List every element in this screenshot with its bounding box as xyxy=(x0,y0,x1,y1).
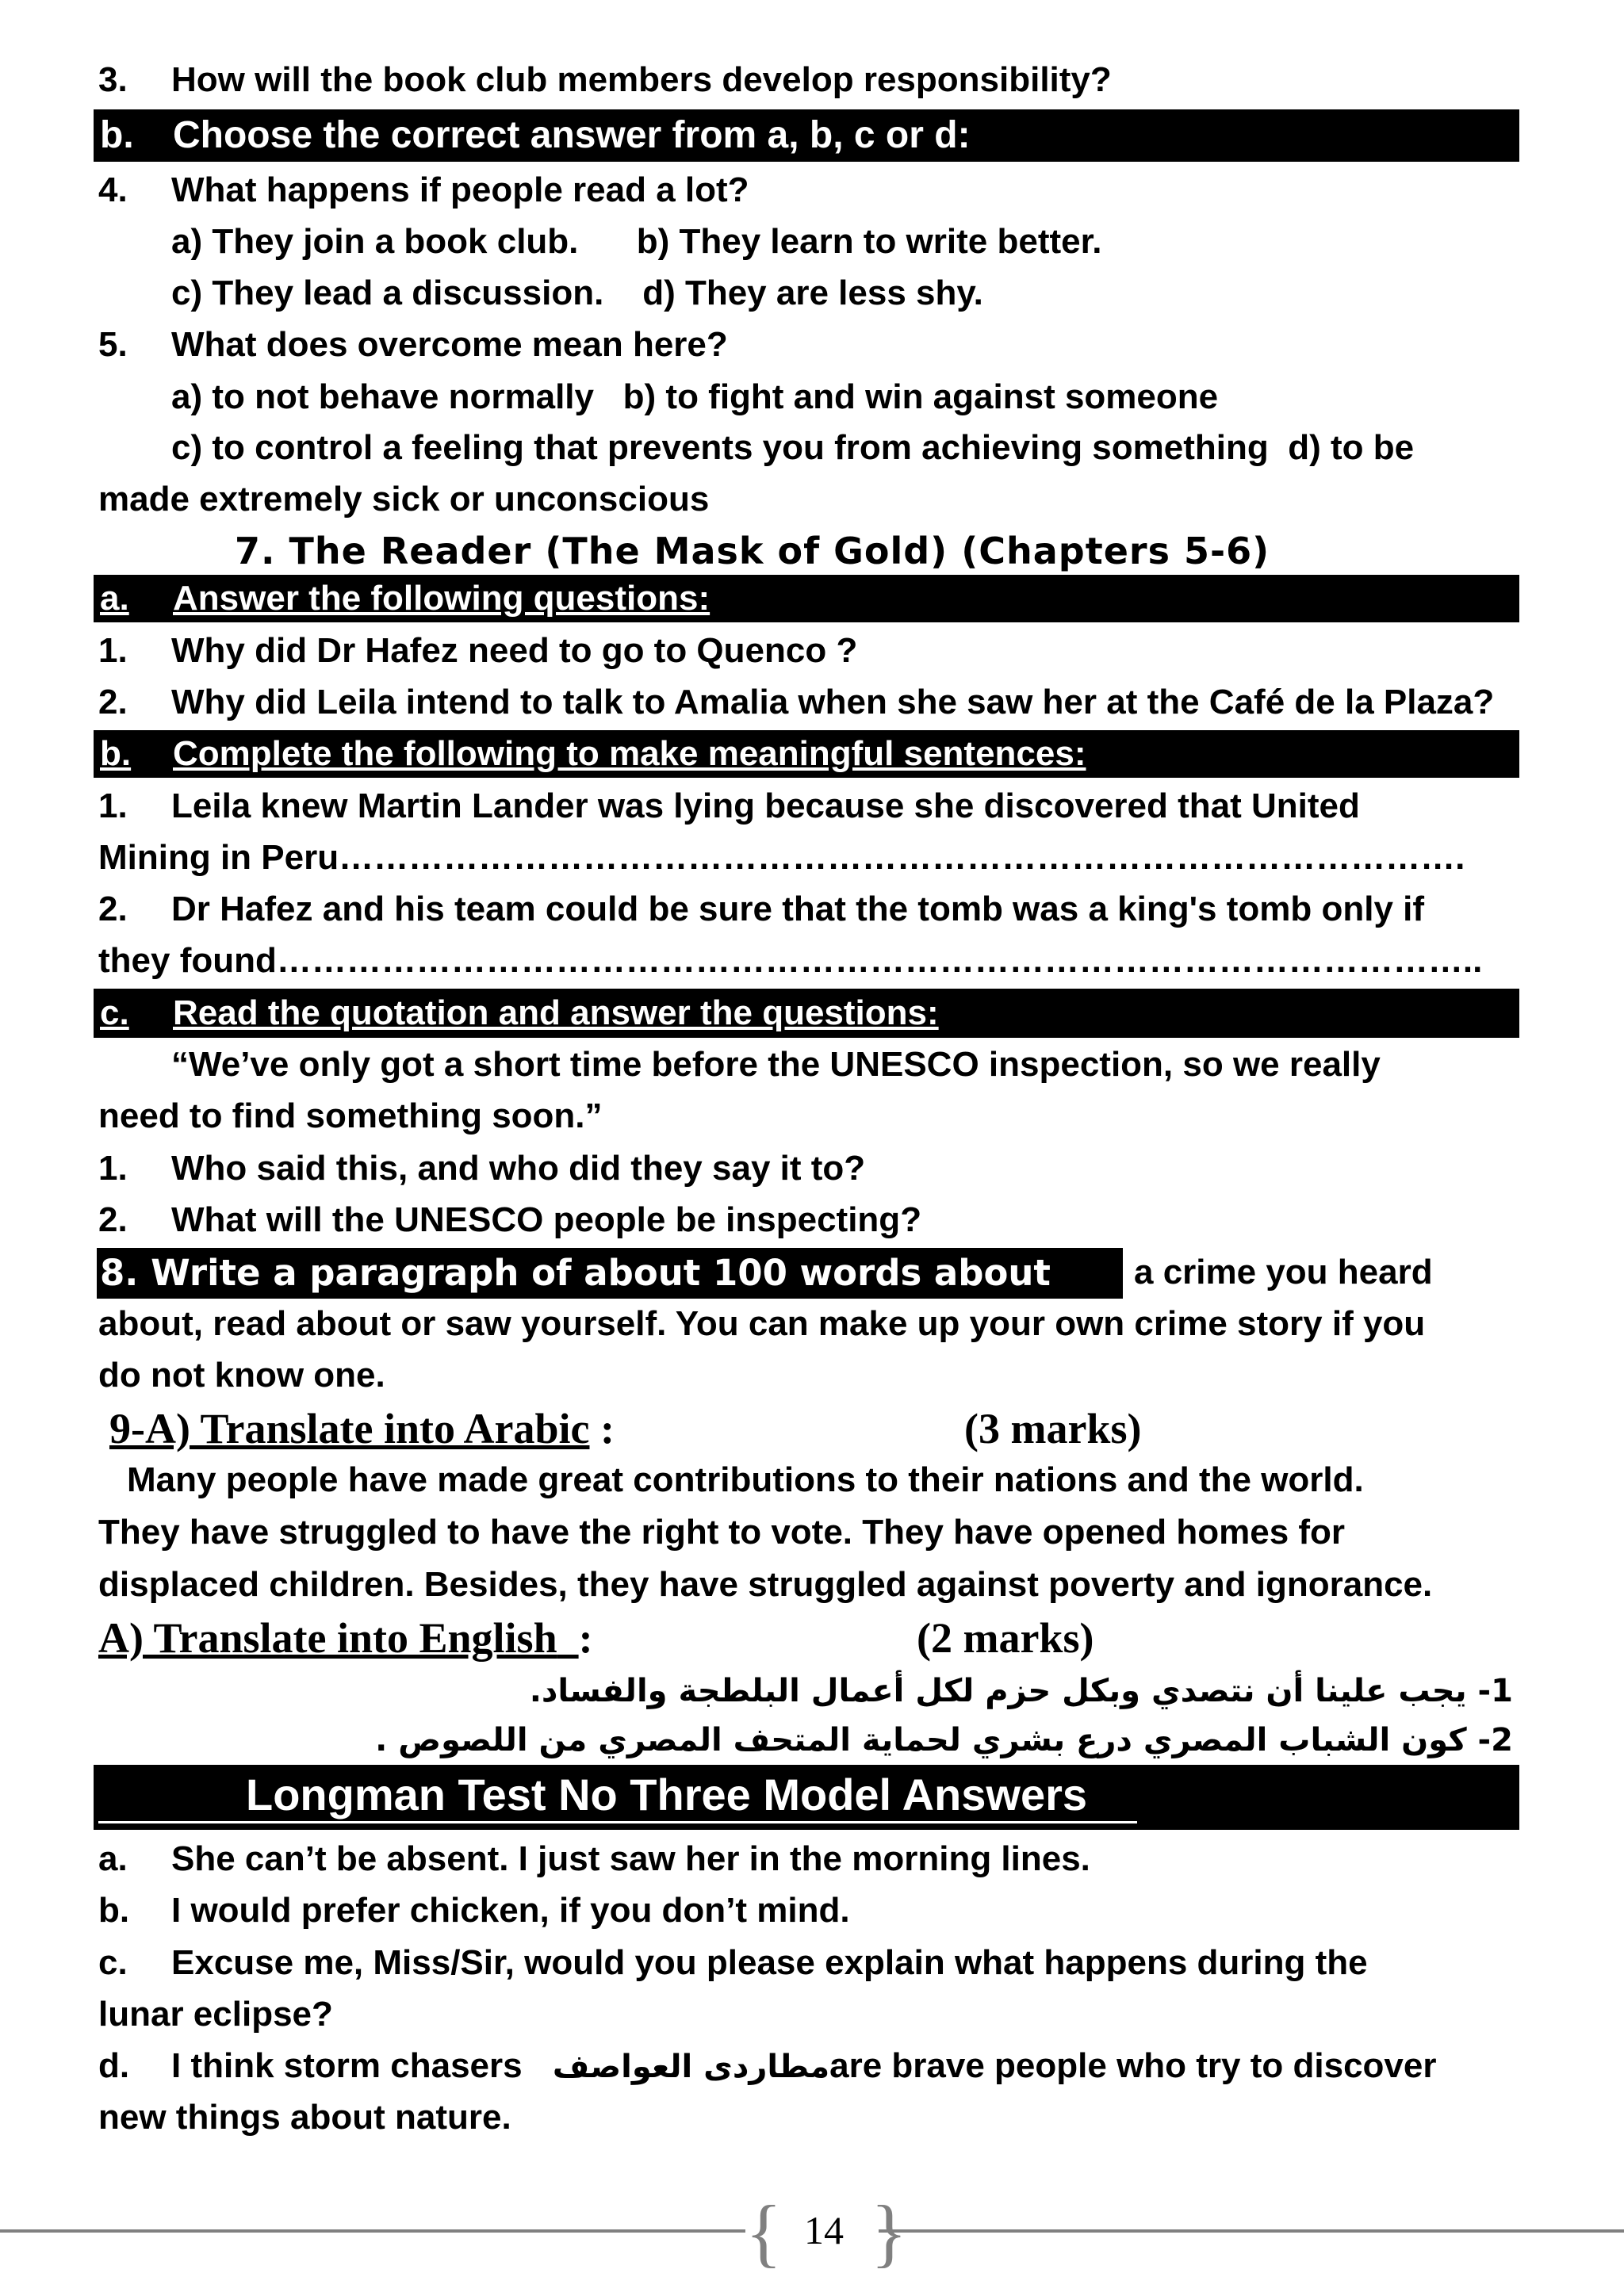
section-8-text-3: do not know one. xyxy=(98,1356,385,1395)
section-label: a. xyxy=(100,579,129,618)
translation-paragraph-3: displaced children. Besides, they have struggled against poverty and ignorance. xyxy=(98,1565,1433,1604)
question-4 xyxy=(98,164,749,216)
section-7b-bar xyxy=(94,730,1519,778)
section-label: c. xyxy=(100,993,129,1032)
section-title: Choose the correct answer from a, b, c or d: xyxy=(173,114,971,156)
question-text: Dr Hafez and his team could be sure that the tomb was a king's tomb only if xyxy=(171,890,1425,928)
section-9b-title: A) Translate into English xyxy=(98,1614,557,1662)
answer-text: I think storm chasers xyxy=(171,2046,523,2085)
question-7b-1-cont: Mining in Peru……………………………………………………………………………………. xyxy=(98,838,1465,877)
question-text: What does overcome mean here? xyxy=(171,325,728,364)
question-number: 2. xyxy=(98,683,128,721)
section-7-heading: 7. The Reader (The Mask of Gold) (Chapters 5-6) xyxy=(235,530,1270,572)
footer-rule-left xyxy=(0,2229,745,2233)
question-5-options-1: a) to not behave normally b) to fight and win against someone xyxy=(171,377,1219,416)
question-number: 2. xyxy=(98,1200,128,1239)
section-label: b. xyxy=(100,734,132,773)
question-number: 2. xyxy=(98,890,128,928)
quotation-line-1: “We’ve only got a short time before the UNESCO inspection, so we really xyxy=(171,1045,1381,1084)
question-text: How will the book club members develop responsibility? xyxy=(171,60,1112,99)
answer-text: I would prefer chicken, if you don’t mind. xyxy=(171,1891,850,1930)
section-label: b. xyxy=(100,114,134,156)
question-number: 1. xyxy=(98,786,128,825)
answer-d xyxy=(98,2040,1436,2091)
translation-paragraph-1: Many people have made great contributions to their nations and the world. xyxy=(127,1460,1364,1499)
section-b-bar xyxy=(94,109,1519,162)
page-number: 14 xyxy=(804,2208,844,2252)
answer-text: Excuse me, Miss/Sir, would you please explain what happens during the xyxy=(171,1943,1368,1982)
question-number: 1. xyxy=(98,1149,128,1188)
answer-d-cont: new things about nature. xyxy=(98,2098,511,2137)
question-4-options-1: a) They join a book club. b) They learn to write better. xyxy=(171,222,1102,261)
section-7a-bar xyxy=(94,575,1519,622)
section-8-heading: 8. Write a paragraph of about 100 words about xyxy=(100,1252,1051,1294)
question-text: Leila knew Martin Lander was lying because she discovered that United xyxy=(171,786,1360,825)
section-9a-marks: (3 marks) xyxy=(964,1405,1142,1452)
model-answers-title: Longman Test No Three Model Answers xyxy=(246,1770,1088,1820)
section-9b-colon: : xyxy=(578,1614,593,1662)
section-title: Read the quotation and answer the questions: xyxy=(173,993,939,1032)
answer-c xyxy=(98,1937,1368,1988)
question-3 xyxy=(98,54,1112,105)
question-7b-2 xyxy=(98,883,1424,935)
section-9b-marks: (2 marks) xyxy=(917,1614,1094,1662)
section-8-text-1: a crime you heard xyxy=(1134,1253,1433,1292)
question-5 xyxy=(98,319,728,370)
question-7a-1 xyxy=(98,625,857,676)
answer-a xyxy=(98,1833,1090,1885)
answer-label: a. xyxy=(98,1839,128,1878)
question-number: 1. xyxy=(98,631,128,670)
section-title: Answer the following questions: xyxy=(173,579,710,618)
model-answers-bar xyxy=(94,1765,1519,1830)
question-text: Why did Leila intend to talk to Amalia when she saw her at the Café de la Plaza? xyxy=(171,683,1495,721)
question-7b-2-cont: they found………………………………………………………………………………………….. xyxy=(98,941,1483,980)
left-brace-icon: { xyxy=(745,2190,783,2275)
translation-paragraph-2: They have struggled to have the right to vote. They have opened homes for xyxy=(98,1513,1346,1552)
section-7c-bar xyxy=(94,989,1519,1038)
answer-text: She can’t be absent. I just saw her in the morning lines. xyxy=(171,1839,1090,1878)
question-7c-1 xyxy=(98,1142,865,1194)
question-7a-2 xyxy=(98,676,1494,728)
footer-rule-right xyxy=(879,2229,1624,2233)
question-text: Who said this, and who did they say it to? xyxy=(171,1149,866,1188)
question-5-options-3: made extremely sick or unconscious xyxy=(98,480,710,519)
section-9a-title: 9-A) Translate into Arabic xyxy=(109,1405,590,1452)
question-number: 4. xyxy=(98,170,128,209)
answer-label: d. xyxy=(98,2046,130,2085)
answer-text-rest: are brave people who try to discover xyxy=(829,2046,1437,2085)
question-text: What happens if people read a lot? xyxy=(171,170,749,209)
answer-arabic: مطاردى العواصف xyxy=(552,2049,830,2085)
section-9a-colon: : xyxy=(599,1405,615,1452)
question-text: Why did Dr Hafez need to go to Quenco ? xyxy=(171,631,858,670)
quotation-line-2: need to find something soon.” xyxy=(98,1096,603,1135)
answer-b xyxy=(98,1885,850,1936)
arabic-sentence-2: 2- كون الشباب المصري درع بشري لحماية المتحف المصري من اللصوص . xyxy=(375,1722,1513,1758)
arabic-sentence-1: 1- يجب علينا أن نتصدي وبكل حزم لكل أعمال البلطجة والفساد. xyxy=(529,1673,1513,1709)
question-number: 5. xyxy=(98,325,128,364)
question-text: What will the UNESCO people be inspecting? xyxy=(171,1200,922,1239)
question-number: 3. xyxy=(98,60,128,99)
section-title: Complete the following to make meaningful sentences: xyxy=(173,734,1086,773)
section-9a-heading xyxy=(109,1402,615,1456)
question-4-options-2: c) They lead a discussion. d) They are less shy. xyxy=(171,274,983,312)
answer-label: c. xyxy=(98,1943,128,1982)
section-8-text-2: about, read about or saw yourself. You can make up your own crime story if you xyxy=(98,1304,1426,1343)
question-5-options-2: c) to control a feeling that prevents you from achieving something d) to be xyxy=(171,428,1415,467)
question-7c-2 xyxy=(98,1194,921,1246)
answer-label: b. xyxy=(98,1891,130,1930)
question-7b-1 xyxy=(98,780,1360,832)
right-brace-icon: } xyxy=(871,2190,908,2275)
section-9b-heading xyxy=(98,1611,593,1665)
answer-c-cont: lunar eclipse? xyxy=(98,1995,333,2034)
